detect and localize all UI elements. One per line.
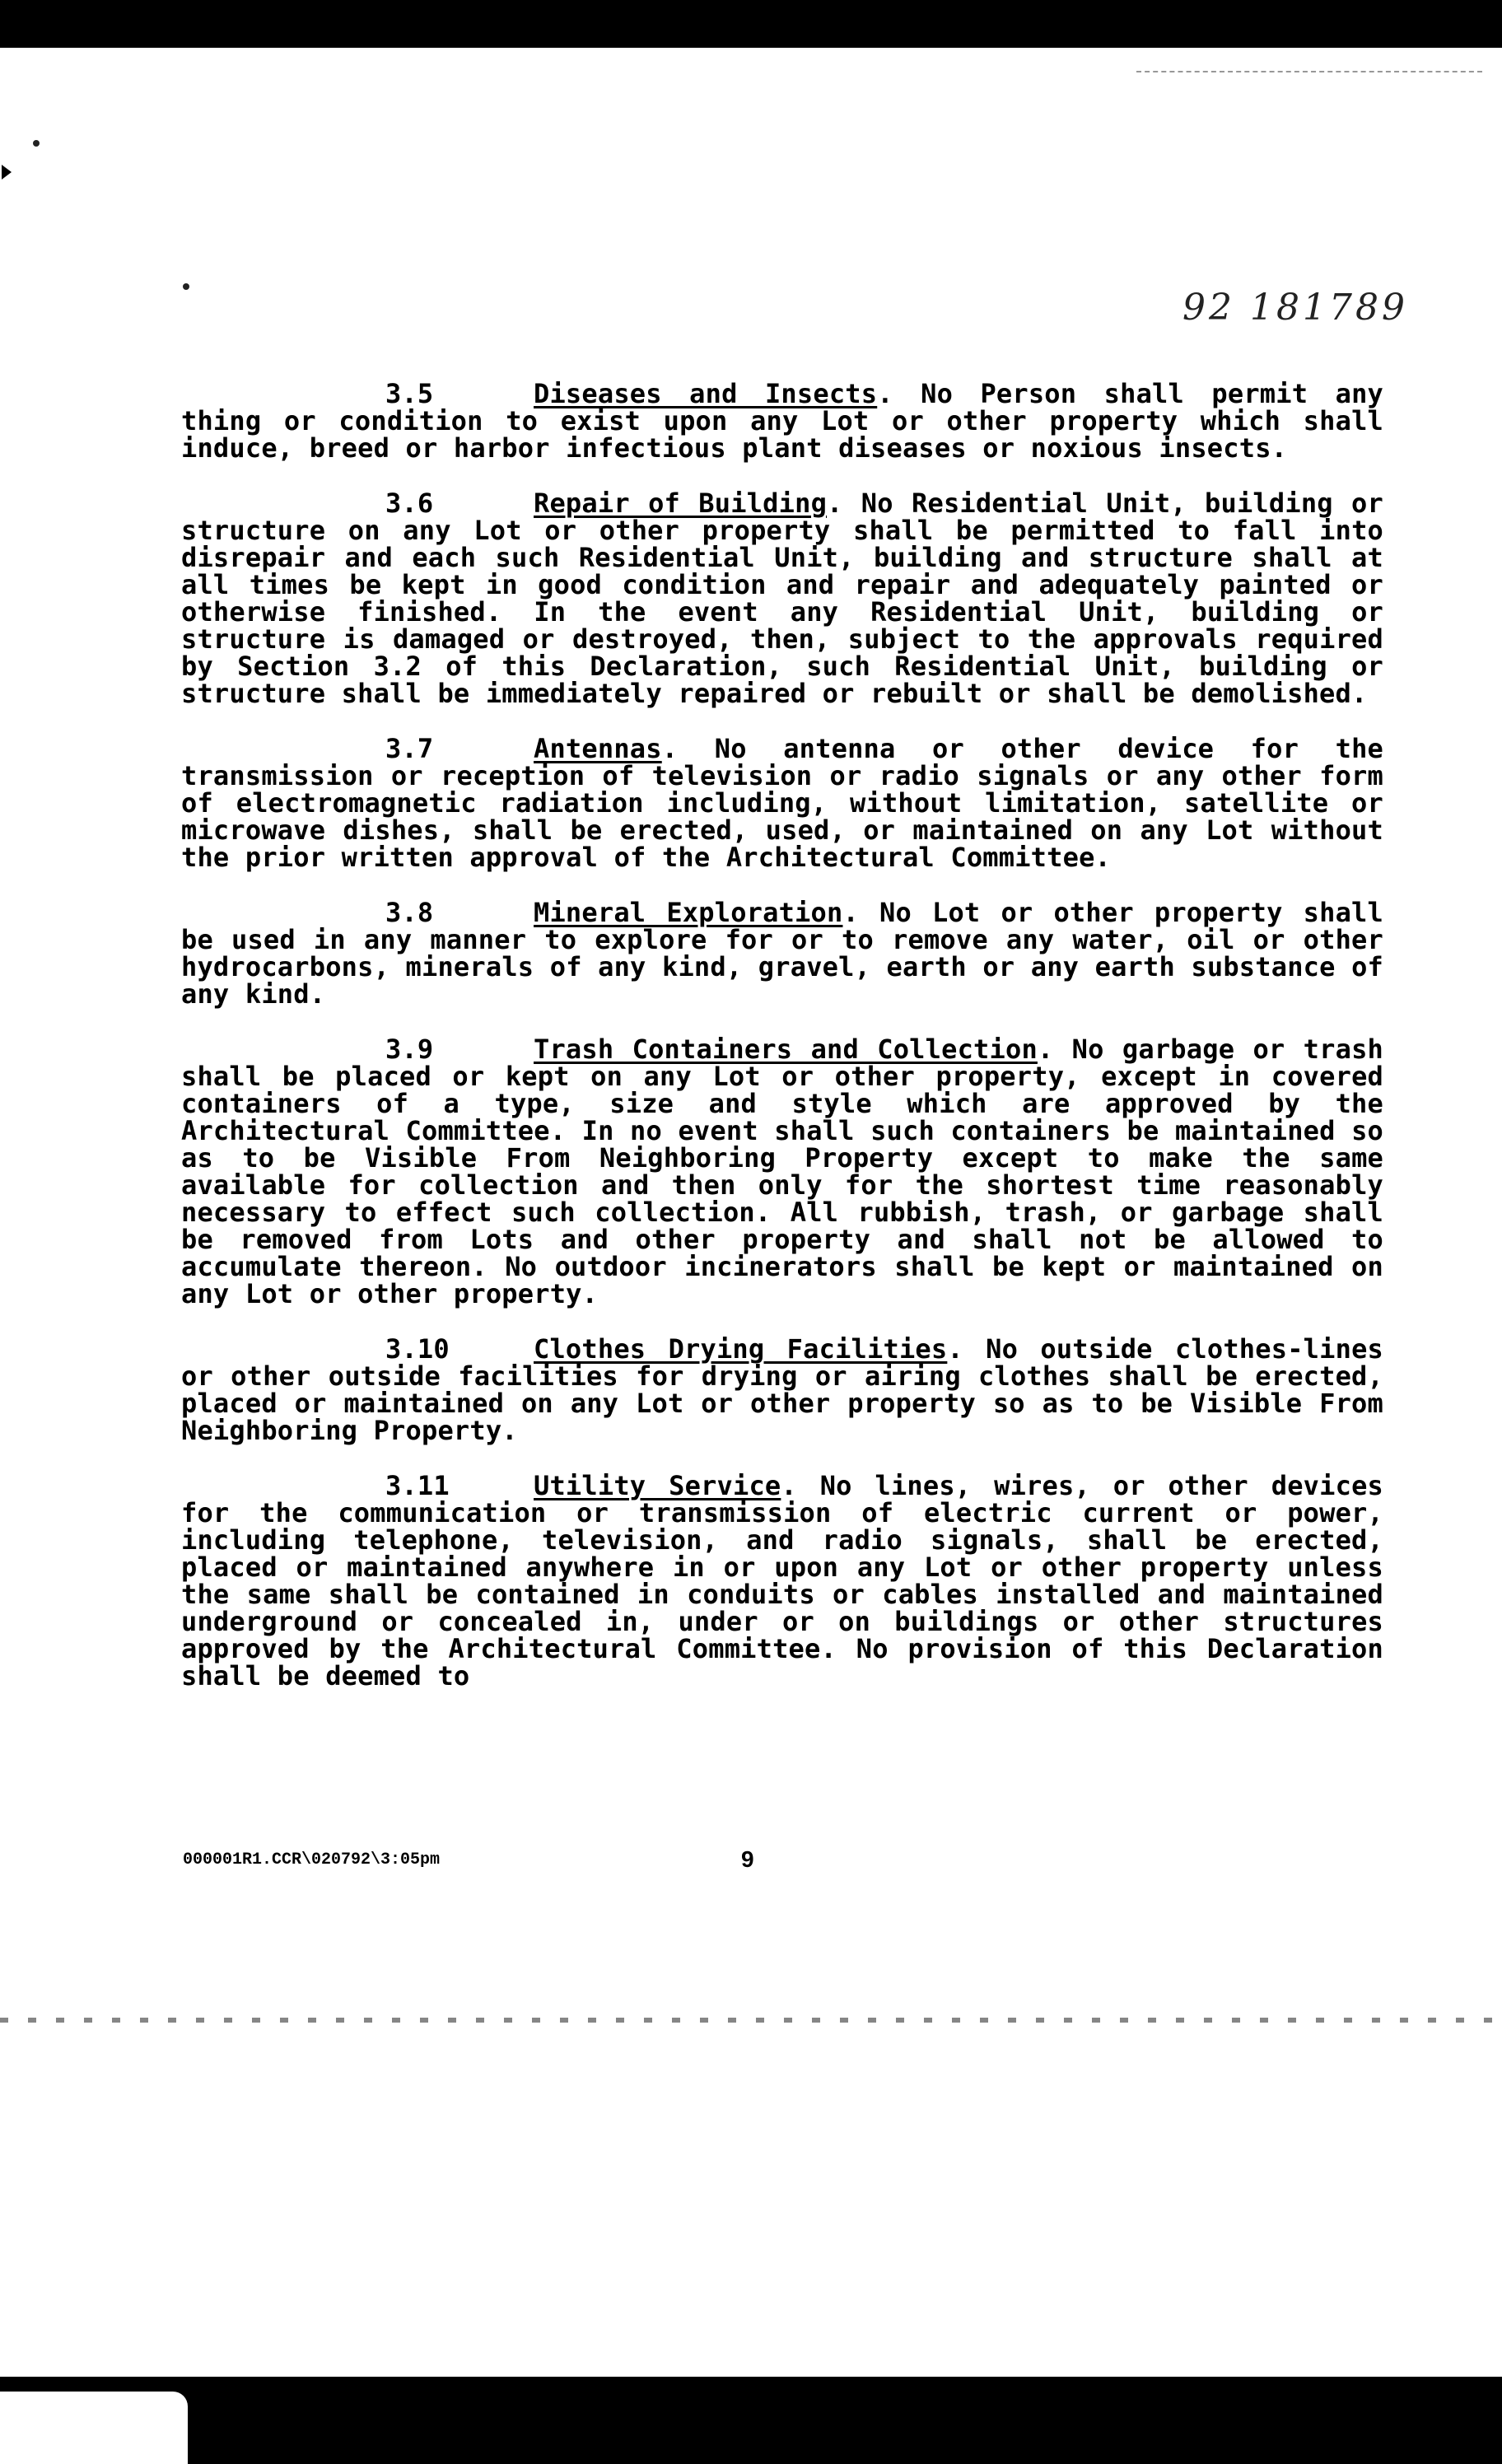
section-heading: Diseases and Insects: [534, 378, 878, 409]
section-text: . No Person shall permit any thing or condition to exist upon any Lot or other property which shall induce, breed or harbor infectious plant diseases or noxious insects.: [181, 378, 1383, 464]
scan-border-top: [0, 0, 1502, 48]
section-3-11: [181, 1472, 1383, 1690]
section-3-5: [181, 380, 1383, 462]
scan-border-bottom: [0, 2377, 1502, 2464]
section-3-8: [181, 899, 1383, 1008]
section-text: . No garbage or trash shall be placed or kept on any Lot or other property, except in covered containers of a type, size and style which are approved by the Architectural Committee. In no event shall such containers be maintained so as to be Visible From Neighboring Property except to make the same available for collection and then only for the shortest time reasonably necessary to effect such collection. All rubbish, trash, or garbage shall be removed from Lots and other property and shall not be allowed to accumulate thereon. No outdoor incinerators shall be kept or maintained on any Lot or other property.: [181, 1034, 1384, 1309]
document-body: [181, 380, 1383, 1718]
scan-artifact-scribble: [1136, 71, 1482, 97]
section-heading: Utility Service: [534, 1470, 781, 1501]
section-heading: Antennas: [534, 733, 662, 764]
section-number: 3.9: [385, 1034, 434, 1065]
footer-page-number: 9: [741, 1846, 754, 1872]
section-3-6: [181, 490, 1383, 707]
margin-arrow-mark: [2, 165, 12, 180]
document-number: 92 181789: [1182, 287, 1408, 329]
section-heading: Mineral Exploration: [534, 897, 843, 928]
section-3-7: [181, 735, 1383, 871]
scan-border-notch: [0, 2392, 188, 2464]
section-number: 3.10: [385, 1333, 450, 1365]
section-3-9: [181, 1036, 1383, 1308]
section-text: . No Residential Unit, building or structure on any Lot or other property shall be permitted to fall into disrepair and each such Residential Unit, building and structure shall at all times be kept in good condition and repair and adequately painted or otherwise finished. In the event any Residential Unit, building or structure is damaged or destroyed, then, subject to the approvals required by Section 3.2 of this Declaration, such Residential Unit, building or structure shall be immediately repaired or rebuilt or shall be demolished.: [181, 488, 1383, 709]
section-number: 3.6: [385, 488, 434, 519]
margin-dot: [183, 283, 189, 290]
section-number: 3.11: [385, 1470, 450, 1501]
footer-file-code: 000001R1.CCR\020792\3:05pm: [183, 1850, 441, 1869]
section-number: 3.8: [385, 897, 434, 928]
section-text: . No outside clothes-lines or other outside facilities for drying or airing clothes shall be erected, placed or maintained on any Lot or other property so as to be Visible From Neighboring Property.: [181, 1333, 1383, 1446]
section-text: . No Lot or other property shall be used in any manner to explore for or to remove any water, oil or other hydrocarbons, minerals of any kind, gravel, earth or any earth substance of any kind.: [181, 897, 1383, 1010]
section-heading: Repair of Building: [534, 488, 828, 519]
section-text: . No lines, wires, or other devices for the communication or transmission of electric current or power, including telephone, television, and radio signals, shall be erected, placed or maintained anywhere in or upon any Lot or other property unless the same shall be contained in conduits or cables installed and maintained underground or concealed in, under or on buildings or other structures approved by the Architectural Committee. No provision of this Declaration shall be deemed to: [181, 1470, 1384, 1692]
scan-artifact-dotted-line: [0, 2018, 1502, 2023]
section-number: 3.7: [385, 733, 434, 764]
section-heading: Clothes Drying Facilities: [534, 1333, 948, 1365]
section-text: . No antenna or other device for the transmission or reception of television or radio signals or any other form of electromagnetic radiation including, without limitation, satellite or microwave dishes, shall be erected, used, or maintained on any Lot without the prior written approval of the Architectural Committee.: [181, 733, 1383, 873]
section-number: 3.5: [385, 378, 434, 409]
margin-dot: [33, 140, 40, 147]
section-heading: Trash Containers and Collection: [534, 1034, 1038, 1065]
section-3-10: [181, 1333, 1383, 1446]
